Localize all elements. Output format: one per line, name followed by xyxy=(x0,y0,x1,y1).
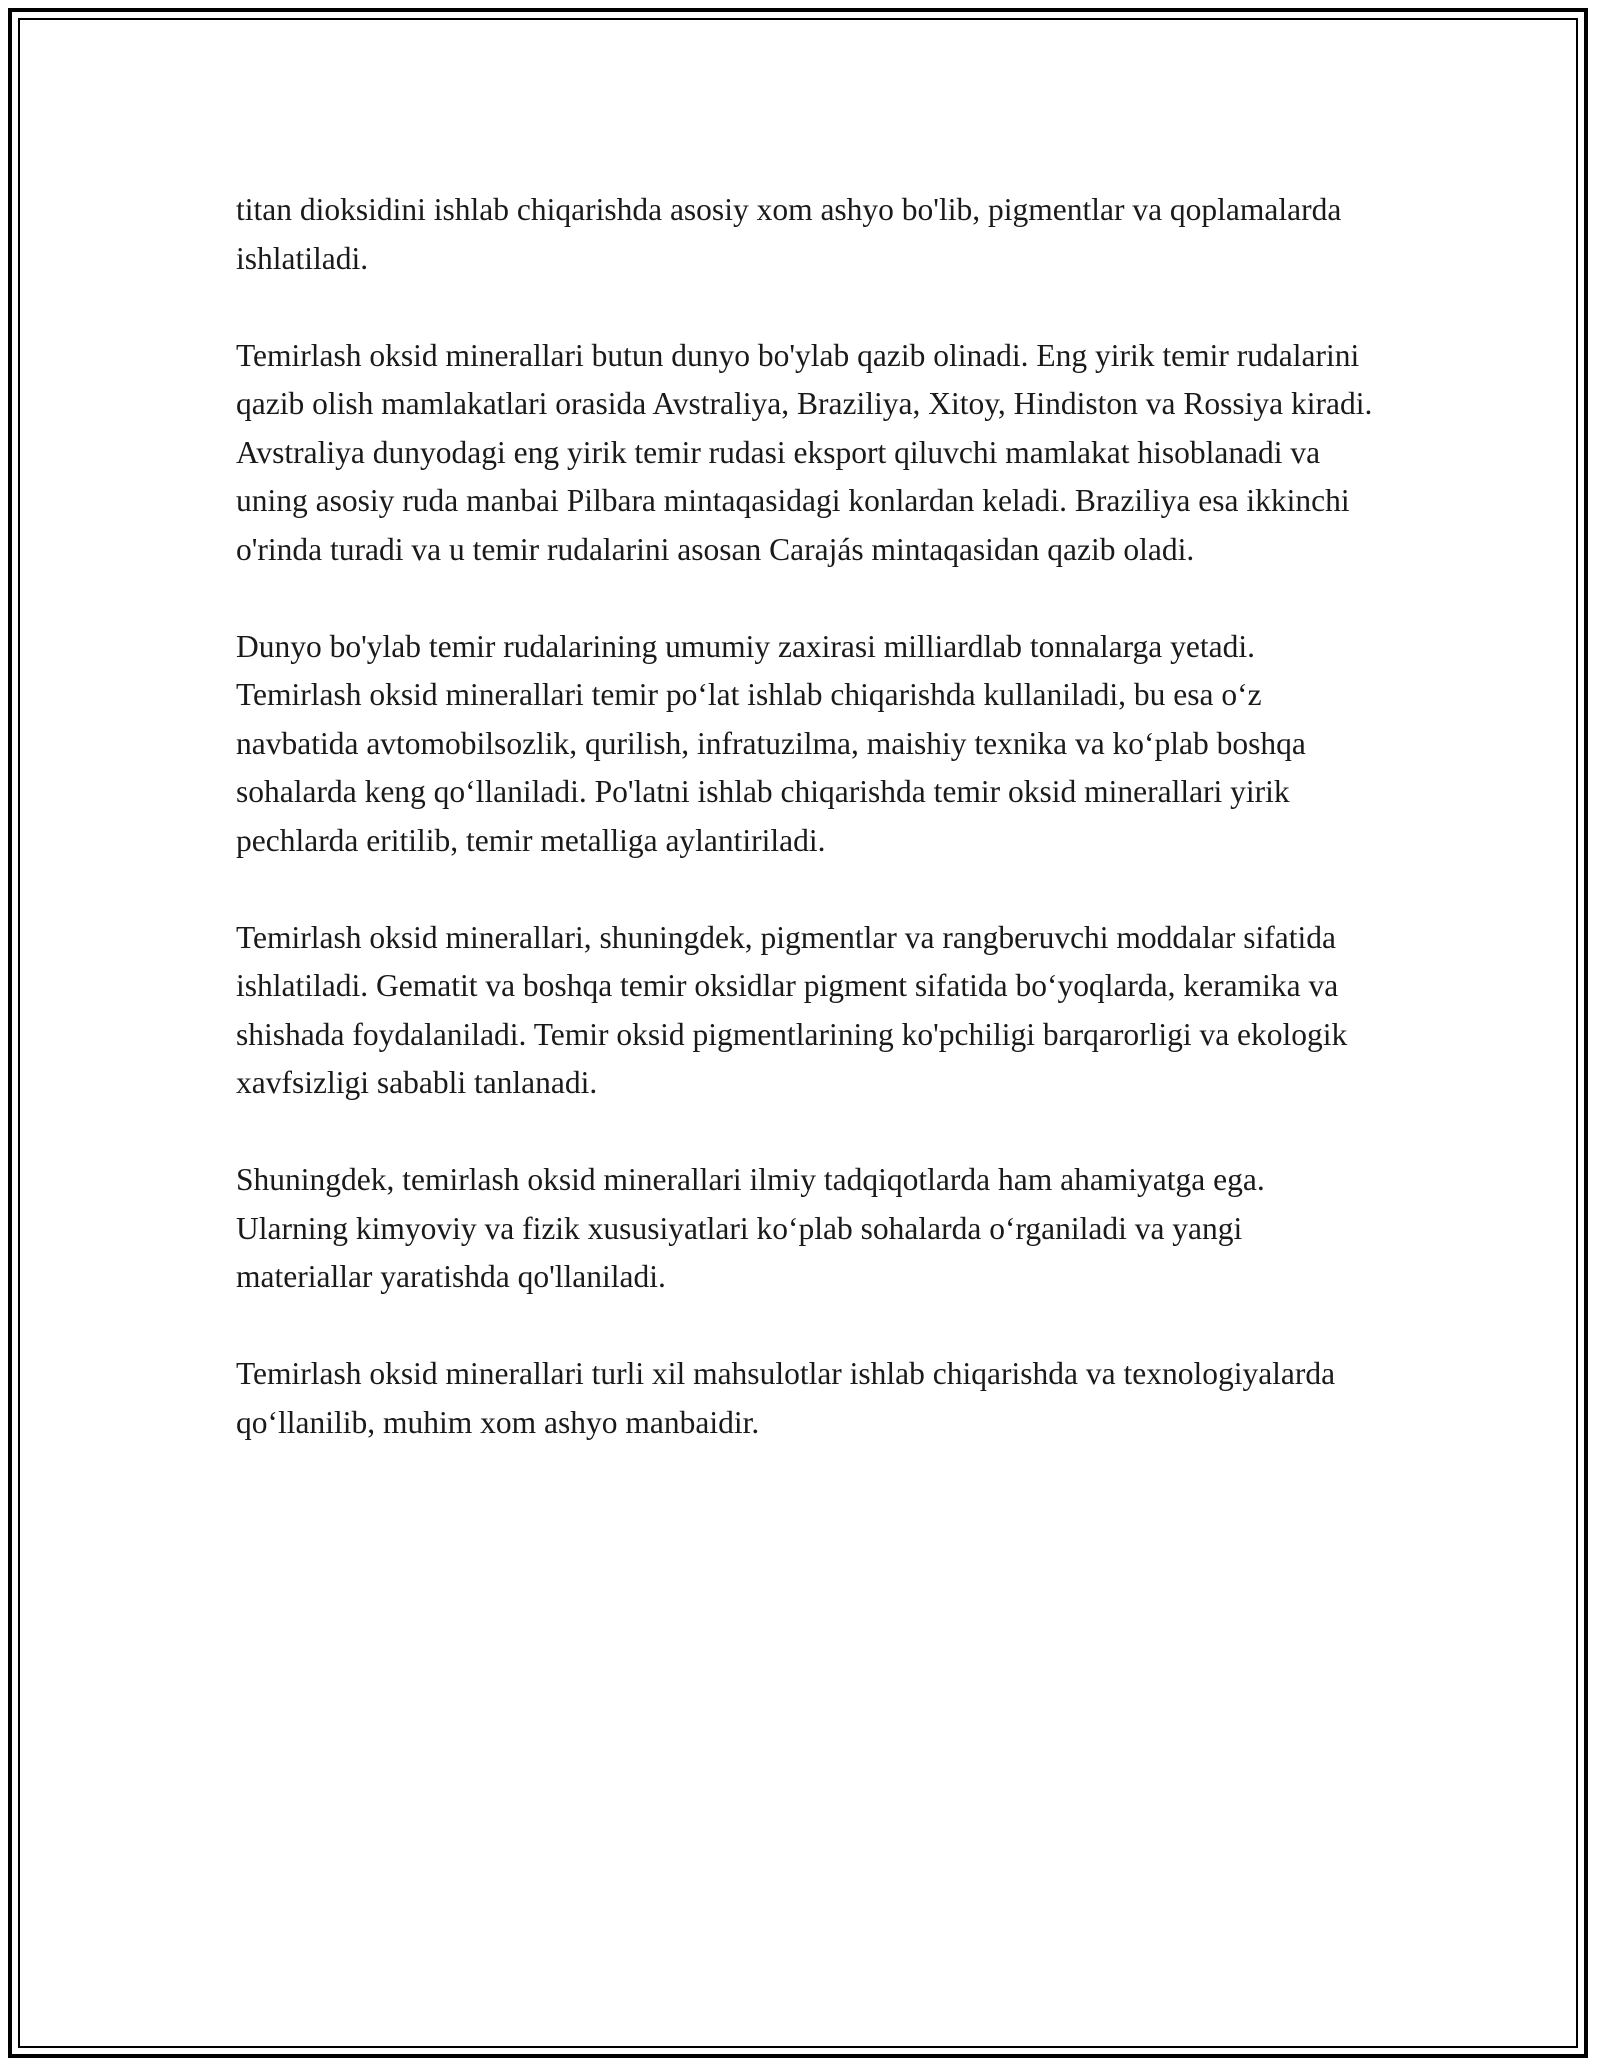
document-body xyxy=(236,186,1376,1496)
paragraph-pigments: Temirlash oksid minerallari, shuningdek, pigmentlar va rangberuvchi moddalar sifatida ishlatiladi. Gematit va boshqa temir oksidlar pigment sifatida boʻyoqlarda, keramika va shishada foydalaniladi. Temir oksid pigmentlarining ko'pchiligi barqarorligi va ekologik xavfsizligi sababli tanlanadi. xyxy=(236,919,1348,1100)
paragraph-research: Shuningdek, temirlash oksid minerallari ilmiy tadqiqotlarda ham ahamiyatga ega. Ularning kimyoviy va fizik xususiyatlari koʻplab sohalarda oʻrganiladi va yangi materiallar yaratishda qo'llaniladi. xyxy=(236,1162,1265,1294)
paragraph-mining-countries: Temirlash oksid minerallari butun dunyo bo'ylab qazib olinadi. Eng yirik temir rudalarini qazib olish mamlakatlari orasida Avstraliya, Braziliya, Xitoy, Hindiston va Rossiya kiradi. Avstraliya dunyodagi eng yirik temir rudasi eksport qiluvchi mamlakat hisoblanadi va uning asosiy ruda manbai Pilbara mintaqasidagi konlardan keladi. Braziliya esa ikkinchi o'rinda turadi va u temir rudalarini asosan Carajás mintaqasidan qazib oladi. xyxy=(236,337,1373,567)
paragraph-titan-dioxide: titan dioksidini ishlab chiqarishda asosiy xom ashyo bo'lib, pigmentlar va qoplamalarda ishlatiladi. xyxy=(236,192,1342,276)
paragraph-conclusion: Temirlash oksid minerallari turli xil mahsulotlar ishlab chiqarishda va texnologiyalarda qoʻllanilib, muhim xom ashyo manbaidir. xyxy=(236,1356,1336,1440)
paragraph-reserves-steel: Dunyo bo'ylab temir rudalarining umumiy zaxirasi milliardlab tonnalarga yetadi. Temirlash oksid minerallari temir poʻlat ishlab chiqarishda kullaniladi, bu esa oʻz navbatida avtomobilsozlik, qurilish, infratuzilma, maishiy texnika va koʻplab boshqa sohalarda keng qoʻllaniladi. Po'latni ishlab chiqarishda temir oksid minerallari yirik pechlarda eritilib, temir metalliga aylantiriladi. xyxy=(236,628,1306,858)
